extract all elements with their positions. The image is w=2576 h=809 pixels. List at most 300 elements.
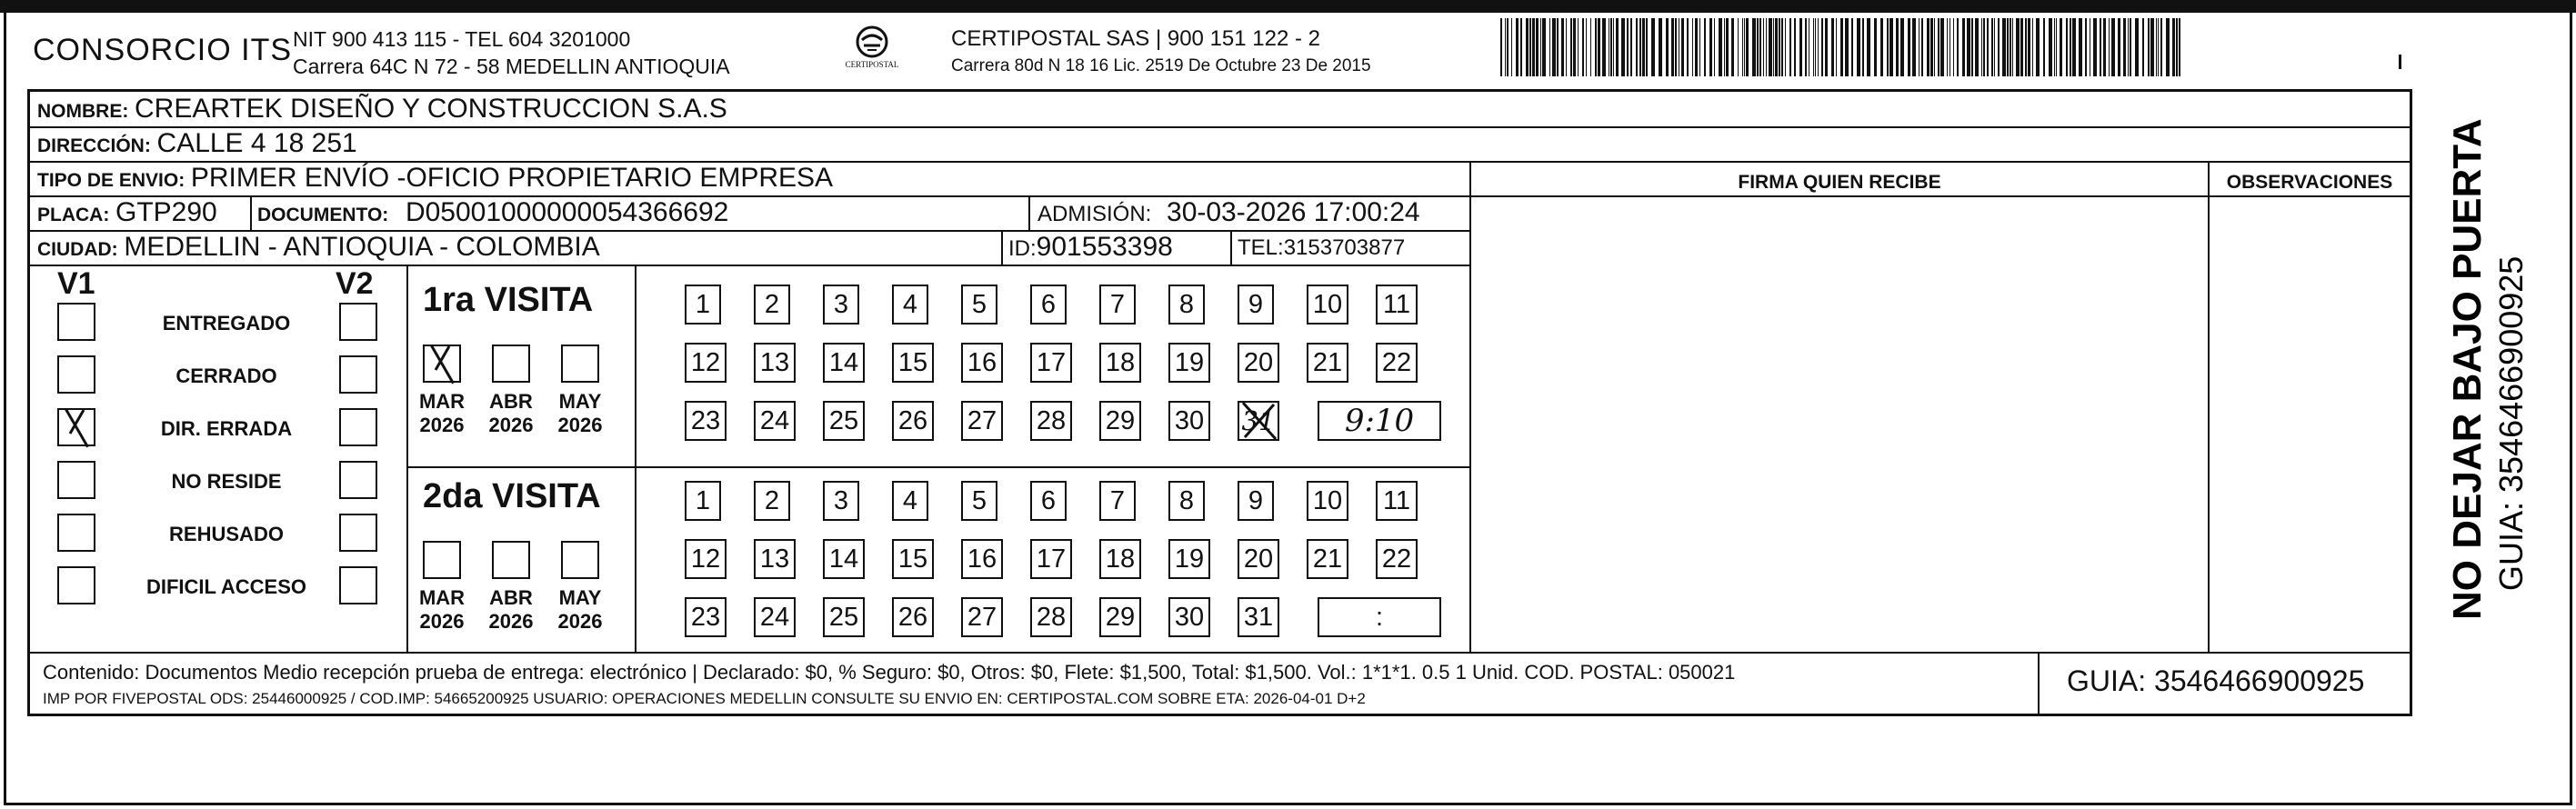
day-box[interactable]: 18 (1099, 343, 1141, 383)
barcode-bar (1627, 18, 1629, 76)
barcode-bar (2111, 18, 2115, 76)
day-box[interactable]: 11 (1376, 481, 1418, 521)
barcode-bar (2118, 18, 2120, 76)
barcode-bar (2007, 18, 2009, 76)
barcode-bar (2172, 18, 2175, 76)
barcode-bar (2123, 18, 2126, 76)
month-label: ABR (489, 586, 533, 609)
barcode-bar (2109, 18, 2110, 76)
ciudad-label: CIUDAD: (37, 239, 118, 260)
day-box[interactable]: 27 (961, 401, 1003, 441)
certipostal-line2: Carrera 80d N 18 16 Lic. 2519 De Octubre 23 De 2015 (951, 56, 1371, 75)
day-box[interactable]: 3 (823, 481, 859, 521)
barcode-bar (1752, 18, 1756, 76)
barcode-bar (1947, 18, 1948, 76)
barcode-bar (2002, 18, 2006, 76)
year-label: 2026 (419, 610, 465, 633)
barcode-bar (1912, 18, 1916, 76)
status-label: NO RESIDE (171, 470, 282, 493)
day-box[interactable]: 16 (961, 539, 1003, 579)
ciudad-value: MEDELLIN - ANTIOQUIA - COLOMBIA (124, 232, 600, 262)
company-nit-line: NIT 900 413 115 - TEL 604 3201000 (293, 27, 631, 51)
barcode-bar (1971, 18, 1973, 76)
rule (2208, 161, 2210, 652)
barcode-bar (1511, 18, 1512, 76)
status-v1-checkbox[interactable] (57, 514, 95, 552)
barcode-bar (1529, 18, 1531, 76)
day-box[interactable]: 14 (823, 539, 865, 579)
barcode-bar (1709, 18, 1712, 76)
month-checkbox[interactable] (423, 541, 461, 579)
barcode-bar (1507, 18, 1509, 76)
footer-guia: GUIA: 3546466900925 (2067, 664, 2365, 697)
firma-header: FIRMA QUIEN RECIBE (1738, 172, 1941, 193)
tel-value: 3153703877 (1283, 235, 1406, 260)
day-box[interactable]: 22 (1376, 539, 1418, 579)
barcode-bar (1775, 18, 1778, 76)
day-box[interactable]: 24 (754, 401, 796, 441)
company-address-line: Carrera 64C N 72 - 58 MEDELLIN ANTIOQUIA (293, 55, 730, 78)
day-box[interactable]: 2 (754, 481, 790, 521)
barcode-bar (2176, 18, 2178, 76)
rule (30, 652, 2410, 654)
barcode-bar (1983, 18, 1985, 76)
month-checkbox[interactable] (561, 345, 599, 383)
barcode-bar (2054, 18, 2055, 76)
side-no-dejar-text: NO DEJAR BAJO PUERTA (2445, 118, 2490, 620)
barcode-bar (1781, 18, 1783, 76)
day-box[interactable]: 6 (1030, 285, 1067, 325)
nombre-label: NOMBRE: (37, 101, 129, 122)
month-label: ABR (489, 390, 533, 413)
barcode-bar (1639, 18, 1641, 76)
barcode-bar (1642, 18, 1645, 76)
day-box[interactable]: 13 (754, 539, 796, 579)
day-box[interactable]: 29 (1099, 597, 1141, 637)
tipo-envio-value: PRIMER ENVÍO -OFICIO PROPIETARIO EMPRESA (190, 163, 834, 193)
barcode-bar (1867, 18, 1870, 76)
day-box[interactable]: 10 (1307, 285, 1348, 325)
nombre-value: CREARTEK DISEÑO Y CONSTRUCCION S.A.S (135, 94, 727, 124)
barcode-bar (1981, 18, 1982, 76)
day-box[interactable]: 16 (961, 343, 1003, 383)
rule (1230, 230, 1232, 265)
rule (1028, 195, 1030, 230)
day-box[interactable]: 17 (1030, 539, 1072, 579)
barcode-bar (1785, 18, 1786, 76)
day-box[interactable]: 19 (1168, 343, 1210, 383)
year-label: 2026 (419, 414, 465, 436)
day-box[interactable]: 4 (892, 285, 928, 325)
visit2-title: 2da VISITA (423, 477, 601, 515)
year-label: 2026 (557, 414, 603, 436)
barcode-bar (1994, 18, 1995, 76)
certipostal-logo-icon (835, 24, 909, 80)
status-v2-checkbox[interactable] (339, 514, 377, 552)
barcode-bar (2070, 18, 2071, 76)
barcode-bar (1542, 18, 1546, 76)
barcode-bar (2066, 18, 2068, 76)
tipo-envio-label: TIPO DE ENVIO: (37, 170, 185, 191)
rule (1001, 230, 1003, 265)
barcode-bar (1695, 18, 1698, 76)
year-label: 2026 (488, 414, 534, 436)
barcode-bar (1692, 18, 1693, 76)
status-v2-checkbox[interactable] (339, 461, 377, 499)
year-label: 2026 (488, 610, 534, 633)
day-box[interactable]: 17 (1030, 343, 1072, 383)
status-label: REHUSADO (169, 523, 284, 545)
barcode-bar (1908, 18, 1910, 76)
status-v1-checkbox[interactable] (57, 303, 95, 341)
admision-value: 30-03-2026 17:00:24 (1167, 197, 1420, 227)
barcode-bar (1561, 18, 1564, 76)
direccion-row (37, 128, 357, 159)
rule (406, 265, 408, 652)
id-value: 901553398 (1036, 232, 1173, 262)
month-checkbox[interactable] (561, 541, 599, 579)
barcode-bar (1927, 18, 1929, 76)
barcode-bar (2130, 18, 2131, 76)
day-box[interactable]: 3 (823, 285, 859, 325)
barcode-bar (1536, 18, 1539, 76)
barcode-bar (1862, 18, 1864, 76)
month-label: MAY (558, 586, 602, 609)
barcode-bar (1840, 18, 1843, 76)
status-v2-checkbox[interactable] (339, 566, 377, 604)
barcode-bar (1613, 18, 1614, 76)
barcode-bar (1566, 18, 1567, 76)
barcode-bar (1687, 18, 1689, 76)
day-box[interactable]: 28 (1030, 597, 1072, 637)
day-box[interactable]: 9 (1238, 481, 1274, 521)
barcode-bar (1938, 18, 1940, 76)
day-box[interactable]: 28 (1030, 401, 1072, 441)
barcode-bar (1516, 18, 1519, 76)
id-field (1008, 232, 1173, 263)
barcode-bar (2012, 18, 2013, 76)
day-box[interactable]: 8 (1168, 285, 1205, 325)
barcode-bar (1887, 18, 1889, 76)
barcode-bar (1681, 18, 1684, 76)
barcode-bar (1744, 18, 1745, 76)
day-box[interactable]: 30 (1168, 401, 1210, 441)
barcode-bar (1666, 18, 1669, 76)
day-box[interactable]: 21 (1307, 539, 1348, 579)
day-box[interactable]: 2 (754, 285, 790, 325)
barcode-bar (2085, 18, 2087, 76)
v2-header: V2 (336, 266, 374, 301)
day-box[interactable]: 14 (823, 343, 865, 383)
day-box[interactable]: 7 (1099, 285, 1136, 325)
barcode-bar (1731, 18, 1734, 76)
barcode-bar (1825, 18, 1828, 76)
barcode-bar (1704, 18, 1706, 76)
barcode-bar (1957, 18, 1959, 76)
status-v2-checkbox[interactable] (339, 303, 377, 341)
day-box-marked[interactable] (1238, 401, 1279, 441)
barcode-bar (1742, 18, 1743, 76)
barcode-bar (1766, 18, 1767, 76)
month-checkbox[interactable] (492, 345, 530, 383)
day-box[interactable]: 6 (1030, 481, 1067, 521)
day-box[interactable]: 12 (685, 343, 727, 383)
day-box[interactable]: 12 (685, 539, 727, 579)
day-box[interactable]: 27 (961, 597, 1003, 637)
barcode-bar (1549, 18, 1550, 76)
barcode-bar (1900, 18, 1904, 76)
day-box[interactable]: 24 (754, 597, 796, 637)
barcode-bar (1646, 18, 1648, 76)
day-box[interactable]: 21 (1307, 343, 1348, 383)
barcode-bar (1699, 18, 1700, 76)
barcode-bar (1880, 18, 1883, 76)
year-label: 2026 (557, 610, 603, 633)
status-v1-checkbox[interactable] (57, 566, 95, 604)
barcode-bar (1590, 18, 1591, 76)
day-box[interactable]: 10 (1307, 481, 1348, 521)
barcode-bar (1570, 18, 1572, 76)
company-info (293, 25, 730, 80)
day-box[interactable]: 20 (1238, 343, 1279, 383)
barcode-bar (1805, 18, 1807, 76)
day-box[interactable]: 29 (1099, 401, 1141, 441)
barcode-bar (1815, 18, 1816, 76)
barcode-bar (2020, 18, 2023, 76)
barcode-bar (1598, 18, 1600, 76)
barcode-bar (2156, 18, 2157, 76)
direccion-label: DIRECCIÓN: (37, 135, 151, 156)
day-box[interactable]: 31 (1238, 597, 1279, 637)
barcode-bar (1757, 18, 1759, 76)
barcode-bar (2103, 18, 2106, 76)
barcode-bar (1616, 18, 1619, 76)
day-box[interactable]: 18 (1099, 539, 1141, 579)
barcode-bar (1831, 18, 1834, 76)
barcode-bar (1813, 18, 1814, 76)
barcode-bar (2093, 18, 2097, 76)
status-v1-checkbox[interactable] (57, 461, 95, 499)
month-checkbox[interactable] (492, 541, 530, 579)
barcode-bar (1602, 18, 1606, 76)
rule (30, 265, 1469, 266)
barcode-bar (1630, 18, 1632, 76)
barcode-bar (1845, 18, 1849, 76)
company-name: CONSORCIO ITS (33, 33, 293, 67)
status-v1-checkbox[interactable] (57, 355, 95, 394)
barcode-bar (2150, 18, 2154, 76)
placa-label: PLACA: (37, 205, 110, 225)
month-label: MAR (418, 586, 466, 609)
barcode-bar (1746, 18, 1749, 76)
status-v2-checkbox[interactable] (339, 408, 377, 446)
tipo-envio-row (37, 163, 833, 194)
side-guia-text: GUIA: 3546466900925 (2492, 255, 2530, 591)
barcode-bar (1975, 18, 1979, 76)
footer-print-info: IMP POR FIVEPOSTAL ODS: 25446000925 / COD.IMP: 54665200925 USUARIO: OPERACIONES MEDELLIN CONSULTE SU ENVIO EN: CERTIPOSTAL.COM SOBRE ETA: 2026-04-01 D+2 (43, 690, 1366, 707)
day-box[interactable]: 23 (685, 401, 727, 441)
barcode-bar (1578, 18, 1579, 76)
rule (30, 126, 2410, 128)
time-box[interactable]: 9:10 (1318, 401, 1441, 441)
month-checkbox[interactable] (423, 345, 461, 383)
side-notice (2410, 109, 2555, 636)
barcode-bar (1857, 18, 1860, 76)
barcode-bar (1532, 18, 1535, 76)
day-box[interactable]: 25 (823, 597, 865, 637)
barcode-bar (1794, 18, 1796, 76)
barcode-bar (1573, 18, 1576, 76)
barcode-bar (2142, 18, 2144, 76)
barcode-bar (1874, 18, 1877, 76)
observaciones-header: OBSERVACIONES (2226, 172, 2393, 193)
barcode-bar (1719, 18, 1722, 76)
barcode-bar (1779, 18, 1780, 76)
certipostal-info (951, 25, 1371, 80)
barcode-bar (1659, 18, 1662, 76)
ciudad-field (37, 232, 600, 263)
barcode-bar (2028, 18, 2030, 76)
rule (406, 466, 1469, 468)
day-box[interactable]: 15 (892, 539, 934, 579)
day-box[interactable]: 1 (685, 285, 721, 325)
barcode-bar (1987, 18, 1989, 76)
barcode-bar (1540, 18, 1541, 76)
rule (1471, 195, 2410, 197)
month-label: MAR (418, 390, 466, 413)
day-box[interactable]: 11 (1376, 285, 1418, 325)
id-label: ID: (1008, 236, 1037, 261)
barcode-bar (1726, 18, 1729, 76)
rule (1469, 161, 1471, 652)
barcode-bar (2043, 18, 2045, 76)
barcode-bar (1621, 18, 1625, 76)
day-box[interactable]: 20 (1238, 539, 1279, 579)
certipostal-logo (835, 24, 909, 80)
barcode-bar (1636, 18, 1638, 76)
barcode-bar (1789, 18, 1791, 76)
barcode-bar (2135, 18, 2139, 76)
barcode-bar (1500, 18, 1502, 76)
barcode-bar (1714, 18, 1715, 76)
barcode-bar (1557, 18, 1559, 76)
barcode-bar (1724, 18, 1725, 76)
admision-label: ADMISIÓN: (1037, 202, 1152, 226)
margin-tick (2399, 55, 2401, 69)
barcode-bar (1799, 18, 1802, 76)
documento-field (257, 197, 728, 228)
day-box[interactable]: 13 (754, 343, 796, 383)
day-box[interactable]: 15 (892, 343, 934, 383)
status-v2-checkbox[interactable] (339, 355, 377, 394)
barcode-bar (1526, 18, 1529, 76)
barcode-bar (1759, 18, 1761, 76)
barcode-bar (1836, 18, 1837, 76)
day-box[interactable]: 25 (823, 401, 865, 441)
day-box[interactable]: 19 (1168, 539, 1210, 579)
time-box[interactable]: : (1318, 597, 1441, 637)
barcode-bar (2032, 18, 2033, 76)
tel-field (1238, 235, 1405, 261)
placa-value: GTP290 (115, 197, 217, 227)
day-box[interactable]: 26 (892, 597, 934, 637)
barcode-bar (2079, 18, 2082, 76)
barcode-bar (1998, 18, 2000, 76)
day-box[interactable]: 23 (685, 597, 727, 637)
day-box[interactable]: 9 (1238, 285, 1274, 325)
v1-header: V1 (57, 266, 95, 301)
barcode-bar (1818, 18, 1819, 76)
barcode-bar (1738, 18, 1739, 76)
delivery-form (27, 89, 2412, 716)
barcode-bar (1671, 18, 1674, 76)
month-label: MAY (558, 390, 602, 413)
barcode-bar (1851, 18, 1853, 76)
barcode-bar (1889, 18, 1893, 76)
barcode-bar (1552, 18, 1556, 76)
barcode-bar (2160, 18, 2162, 76)
barcode-bar (2072, 18, 2076, 76)
day-box[interactable]: 1 (685, 481, 721, 521)
barcode-bar (1595, 18, 1597, 76)
barcode-bar (1934, 18, 1935, 76)
tel-label: TEL: (1238, 235, 1284, 260)
footer-contents: Contenido: Documentos Medio recepción prueba de entrega: electrónico | Declarado: $0, % Seguro: $0, Otros: $0, Flete: $1,500, Total: $1,500. Vol.: 1*1*1. 0.5 1 Unid. COD. POSTAL: 050021 (43, 661, 1736, 684)
barcode-bar (1610, 18, 1612, 76)
documento-label: DOCUMENTO: (257, 205, 389, 225)
barcode-bar (2158, 18, 2159, 76)
day-box[interactable]: 7 (1099, 481, 1136, 521)
barcode-bar (2056, 18, 2057, 76)
day-box[interactable]: 5 (961, 285, 997, 325)
barcode-bar (1967, 18, 1970, 76)
documento-value: D05001000000054366692 (405, 197, 729, 227)
rule (635, 265, 636, 652)
barcode-bar (1962, 18, 1965, 76)
day-box[interactable]: 4 (892, 481, 928, 521)
barcode-bar (1991, 18, 1993, 76)
rule (2038, 652, 2040, 716)
barcode-bar (1773, 18, 1774, 76)
barcode-bar (1520, 18, 1522, 76)
cross-mark-icon (1236, 397, 1283, 444)
barcode-bar (1505, 18, 1506, 76)
barcode-bar (1940, 18, 1944, 76)
barcode-bar (1921, 18, 1923, 76)
day-box[interactable]: 5 (961, 481, 997, 521)
barcode-bar (1821, 18, 1823, 76)
day-box[interactable]: 26 (892, 401, 934, 441)
status-v1-checkbox[interactable] (57, 408, 95, 446)
barcode-bar (2179, 18, 2180, 76)
day-box[interactable]: 22 (1376, 343, 1418, 383)
barcode-bar (2148, 18, 2150, 76)
barcode (1500, 18, 2186, 76)
day-box[interactable]: 8 (1168, 481, 1205, 521)
barcode-bar (1763, 18, 1764, 76)
rule (250, 195, 252, 230)
nombre-row (37, 94, 727, 125)
status-label: CERRADO (175, 365, 277, 387)
barcode-bar (1769, 18, 1772, 76)
certipostal-line1: CERTIPOSTAL SAS | 900 151 122 - 2 (951, 26, 1320, 51)
barcode-bar (2128, 18, 2129, 76)
barcode-bar (1651, 18, 1655, 76)
day-box[interactable]: 30 (1168, 597, 1210, 637)
status-label: DIFICIL ACCESO (145, 575, 306, 598)
placa-field (37, 197, 217, 228)
barcode-bar (2166, 18, 2170, 76)
